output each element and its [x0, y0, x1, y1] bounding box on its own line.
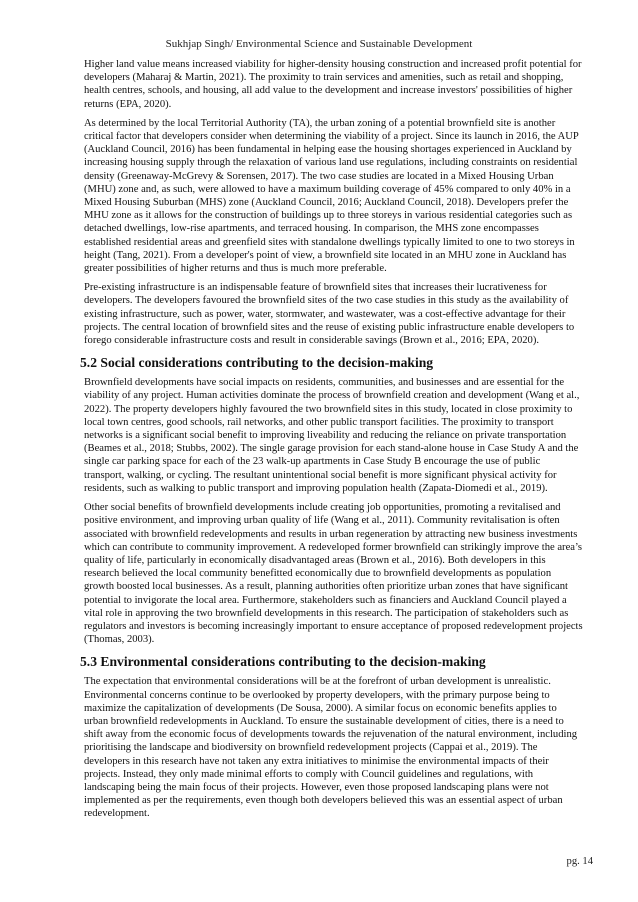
- paragraph-environmental: The expectation that environmental considerations will be at the forefront of urban development is unrealistic. Environmental concerns continue to be overlooked by property developers, with the primary purpose being to maximize the capitalization of developments (De Sousa, 2000). A similar focus on economic benefits applies to urban brownfield redevelopments in Auckland. To ensure the sustainable development of cities, there is a need to shift away from the economic focus of developments towards the rejuvenation of the natural environment, including prioritising the landscape and biodiversity on brownfield redevelopment projects (Cappai et al., 2019). The developers in this research have not taken any extra initiatives to minimise the environmental impacts of their projects. Instead, they only made minimal efforts to comply with Council guidelines and regulations, with landscaping being the main focus of their projects. However, even those proposed landscaping plans were not implemented as per the requirements, even though both developers believed this was an essential aspect of urban redevelopment.: [84, 676, 578, 820]
- paragraph-zoning: As determined by the local Territorial Authority (TA), the urban zoning of a potential brownfield site is another critical factor that developers consider when determining the viability of a project. Since its launch in 2016, the AUP (Auckland Council, 2016) has been fundamental in helping ease the housing shortages experienced in Auckland by increasing housing supply through the relaxation of various land use regulations, including constraints on residential density (Greenaway-McGrevy & Sorensen, 2017). The two case studies are located in a Mixed Housing Urban (MHU) zone and, as such, were allowed to have a maximum building coverage of 45% compared to only 40% in a Mixed Housing Suburban (MHS) zone (Auckland Council, 2016; Auckland Council, 2018). Developers prefer the MHU zone as it allows for the construction of buildings up to three storeys in various residential categories such as detached dwellings, low-rise apartments, and terraced housing. In comparison, the MHS zone encompasses established residential areas and greenfield sites with standalone dwellings typically limited to one to two storeys in height (Tang, 2021). From a developer's point of view, a brownfield site located in an MHU zone in Auckland has greater possibilities of higher returns and thus is much more preferable.: [84, 117, 579, 275]
- running-header: Sukhjap Singh/ Environmental Science and Sustainable Development: [165, 38, 473, 50]
- paragraph-social-impacts: Brownfield developments have social impacts on residents, communities, and businesses and are essential for the viability of any project. Human activities dominate the process of brownfield creation and development (Wang et al., 2022). The property developers highly favoured the two brownfield sites in this study, located in close proximity to local town centres, good schools, rail networks, and other public transport facilities. The proximity to transport networks is a significant social benefit to improving liveability and reducing the reliance on private transportation (Beames et al., 2018; Stubbs, 2002). The single garage provision for each stand-alone house in Case Study A and the single car parking space for each of the 23 walk-up apartments in Case Study B encourage the use of public transport, walking, or cycling. The resultant unintentional social benefit is more significant physical activity for residents, such as walking to public transport and improving population health (Zapata-Diomedi et al., 2019).: [84, 377, 580, 494]
- paragraph-social-benefits: Other social benefits of brownfield developments include creating job opportunities, promoting a revitalised and positive environment, and improving urban quality of life (Wang et al., 2011). Community revitalisation is often associated with brownfield redevelopments and results in urban regeneration by attracting new business investments which can contribute to community improvement. A redeveloped former brownfield can strikingly improve the area’s quality of life, particularly in economically disadvantaged areas (Brown et al., 2016). Both developers in this research believed the local community benefitted economically due to brownfield developments as population growth boosted local businesses. As a result, planning authorities often prioritize urban zones that have significant potential to invigorate the local area. Furthermore, stakeholders such as financiers and Auckland Council played a vital role in approving the two brownfield developments in this research. The participation of stakeholders such as regulators and investors is becoming increasingly important to ensure acceptance of proposed redevelopment projects (Thomas, 2003).: [84, 502, 583, 646]
- page-number: pg. 14: [566, 856, 593, 867]
- paragraph-land-value: Higher land value means increased viability for higher-density housing construction and increased profit potential for developers (Maharaj & Martin, 2021). The proximity to train services and amenities, such as retail and shopping, health centres, schools, and housing, all add value to the development and increase investors' possibilities of higher returns (EPA, 2020).: [84, 59, 582, 110]
- paragraph-infrastructure: Pre-existing infrastructure is an indispensable feature of brownfield sites that increases their lucrativeness for developers. The developers favoured the brownfield sites of the two case studies in this study as the availability of existing infrastructure, such as power, water, stormwater, and wastewater, was a cost-effective advantage for their projects. The central location of brownfield sites and the reuse of existing public infrastructure enable developers to forego considerable infrastructure costs and result in considerable savings (Brown et al., 2016; EPA, 2020).: [84, 282, 575, 347]
- section-heading-environmental: 5.3 Environmental considerations contributing to the decision-making: [80, 654, 486, 670]
- section-heading-social: 5.2 Social considerations contributing to the decision-making: [80, 355, 434, 371]
